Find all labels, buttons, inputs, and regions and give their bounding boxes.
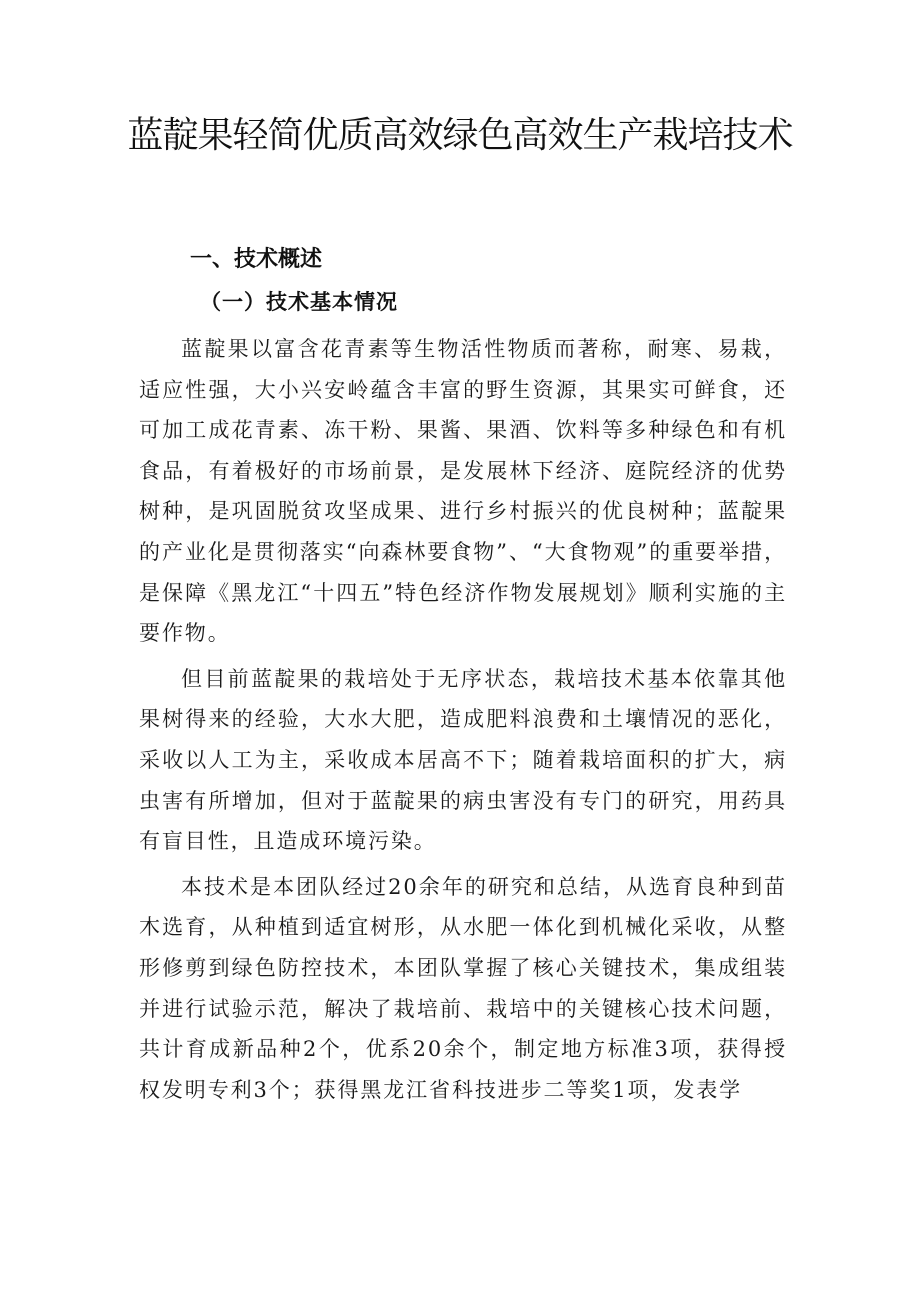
section-heading: 一、技术概述 bbox=[190, 247, 323, 272]
paragraph-achievements: 本技术是本团队经过20余年的研究和总结，从选育良种到苗木选育，从种植到适宜树形，从水肥一体化到机械化采收，从整形修剪到绿色防控技术，本团队掌握了核心关键技术，集成组装并进行试验示范，解决了栽培前、栽培中的关键核心技术问题，共计育成新品种2个，优系20余个，制定地方标准3项，获得授权发明专利3个；获得黑龙江省科技进步二等奖1项，发表学 bbox=[139, 874, 787, 1102]
paragraph-intro: 蓝靛果以富含花青素等生物活性物质而著称，耐寒、易栽，适应性强，大小兴安岭蕴含丰富的野生资源，其果实可鲜食，还可加工成花青素、冻干粉、果酱、果酒、饮料等多种绿色和有机食品，有着极好的市场前景，是发展林下经济、庭院经济的优势树种，是巩固脱贫攻坚成果、进行乡村振兴的优良树种；蓝靛果的产业化是贯彻落实“向森林要食物”、“大食物观”的重要举措，是保障《黑龙江“十四五”特色经济作物发展规划》顺利实施的主要作物。 bbox=[139, 337, 787, 646]
body-text bbox=[139, 329, 787, 1115]
subsection-heading: （一）技术基本情况 bbox=[200, 289, 398, 314]
paragraph-problems: 但目前蓝靛果的栽培处于无序状态，栽培技术基本依靠其他果树得来的经验，大水大肥，造成肥料浪费和土壤情况的恶化，采收以人工为主，采收成本居高不下；随着栽培面积的扩大，病虫害有所增加，但对于蓝靛果的病虫害没有专门的研究，用药具有盲目性，且造成环境污染。 bbox=[139, 666, 787, 854]
document-title: 蓝靛果轻简优质高效绿色高效生产栽培技术 bbox=[127, 115, 793, 156]
